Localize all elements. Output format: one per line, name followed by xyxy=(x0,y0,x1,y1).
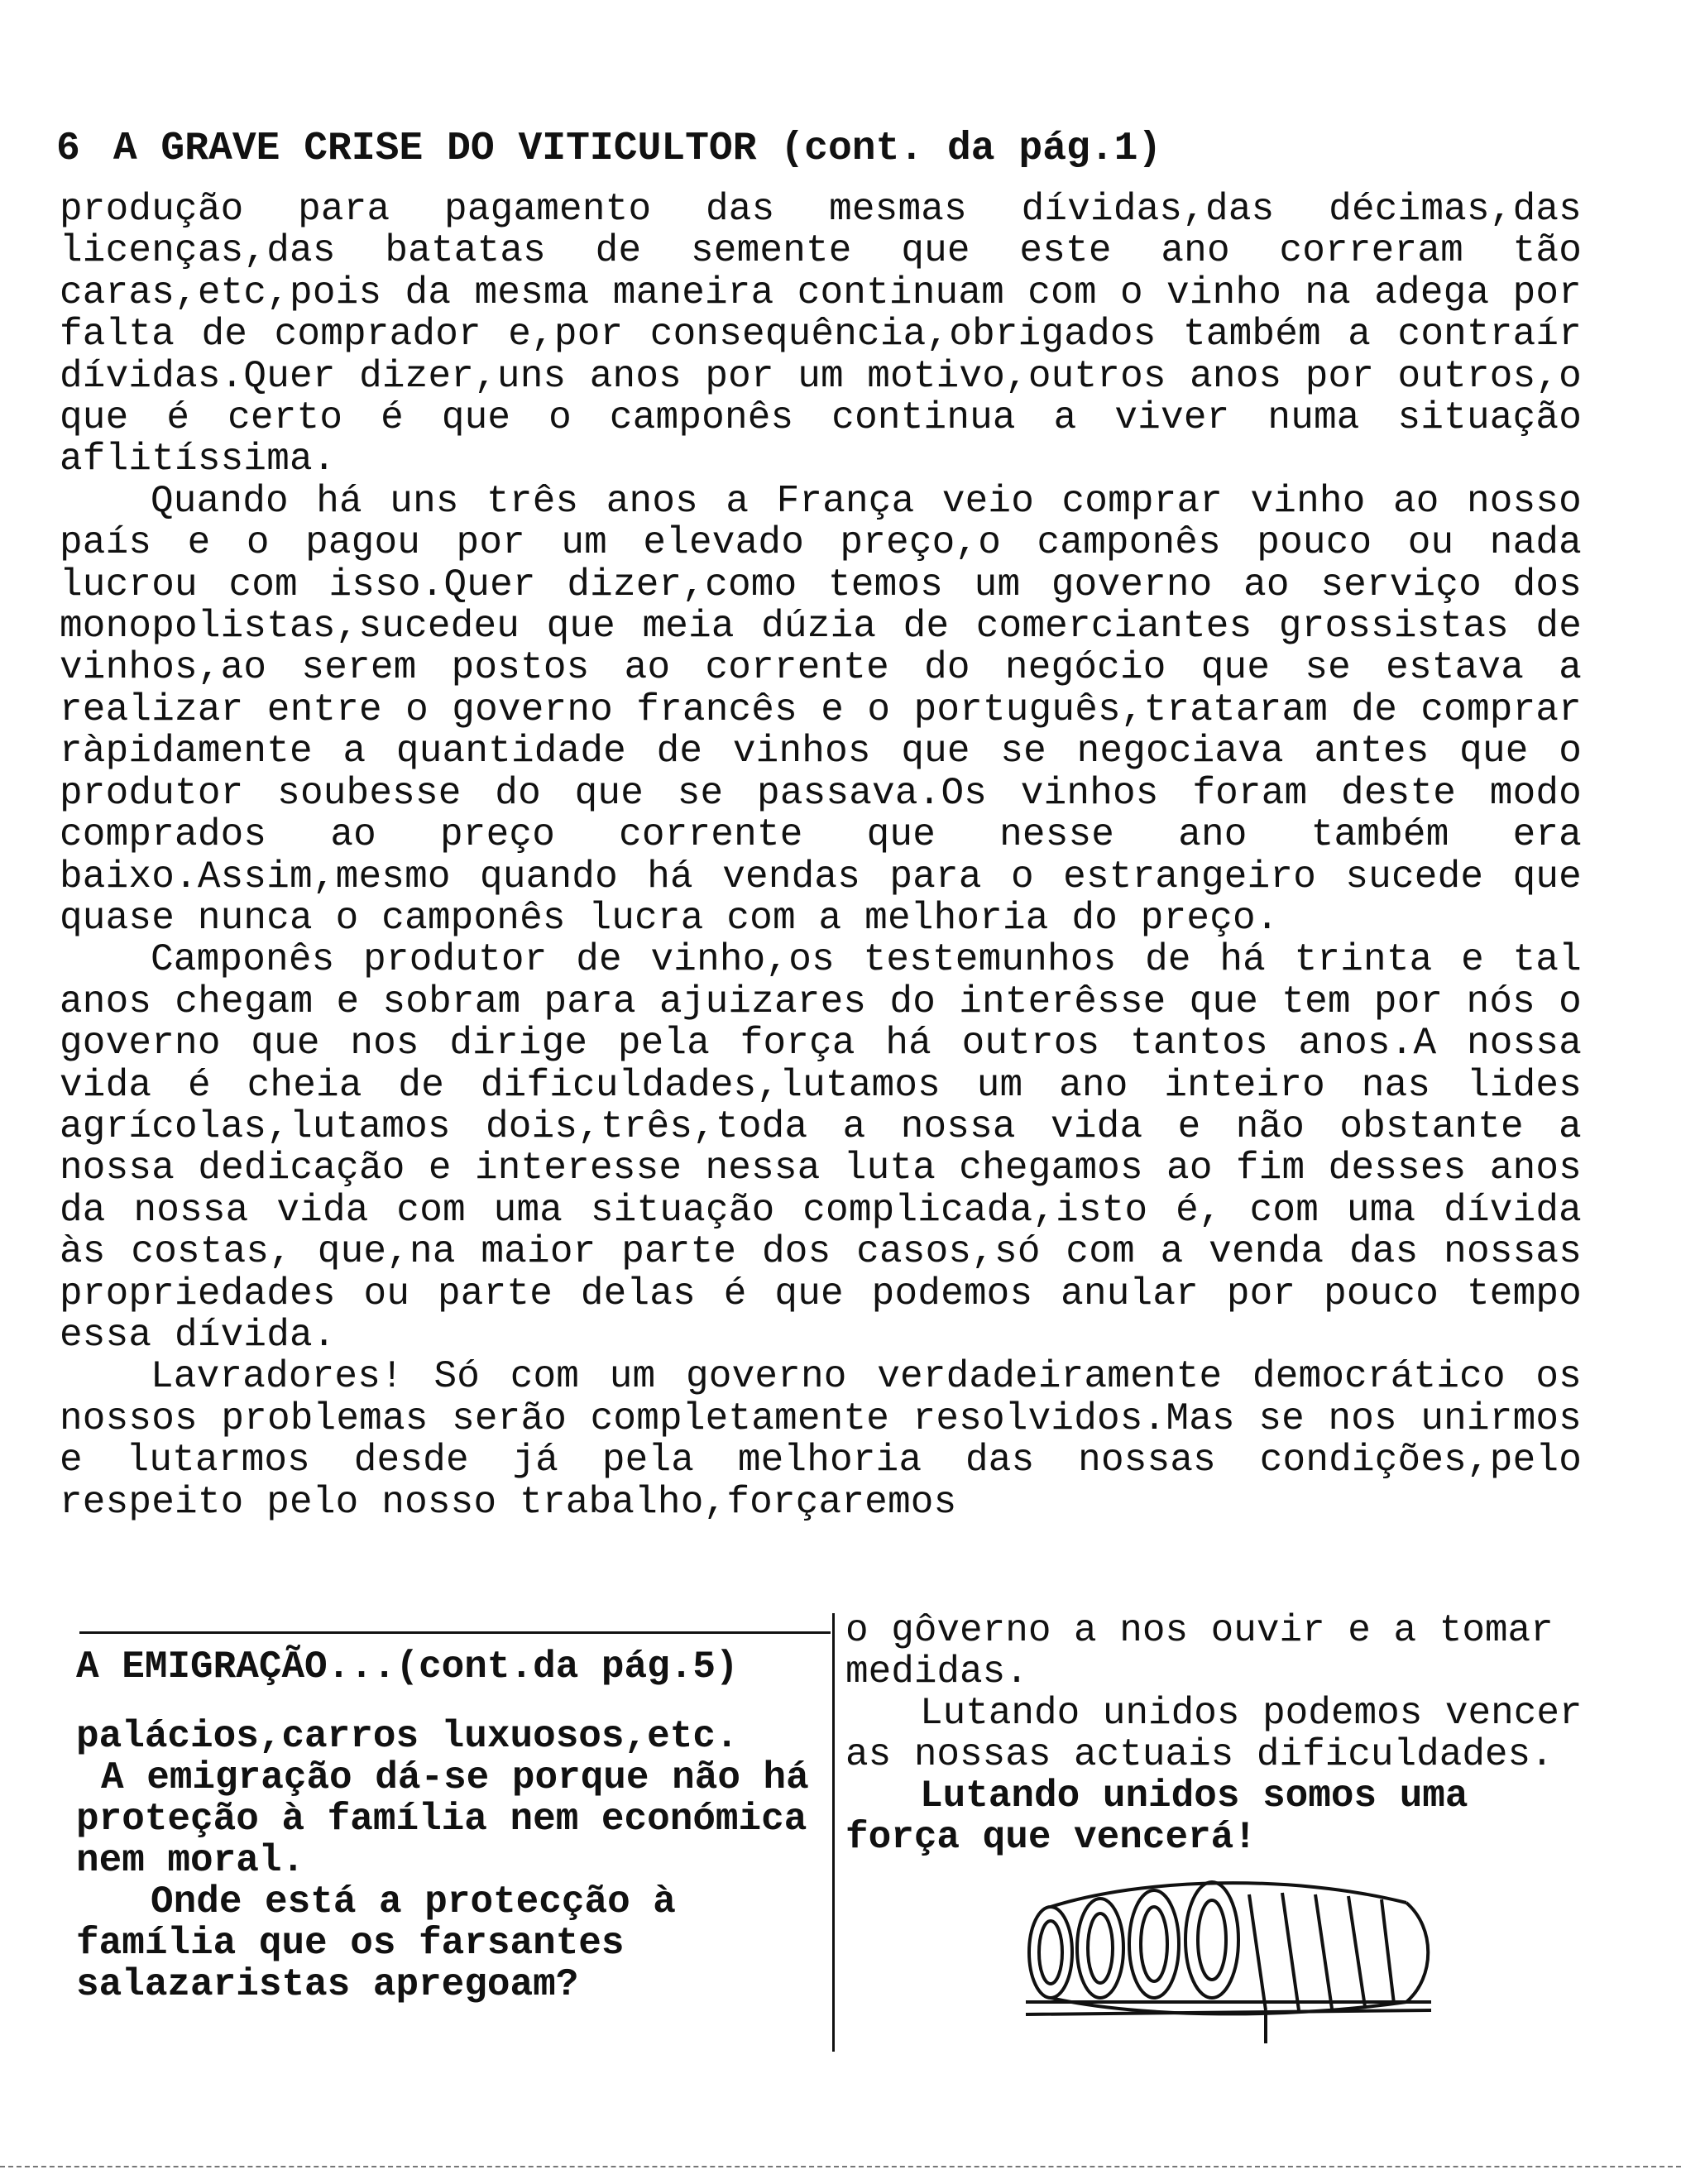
emigration-section xyxy=(76,1646,821,2005)
article-paragraph: Quando há uns três anos a França veio comprar vinho ao nosso país e o pagou por um elevado preço,o camponês pouco ou nada lucrou com isso.Quer dizer,como temos um governo ao serviço dos monopolistas,sucedeu que meia dúzia de comerciantes grossistas de vinhos,ao serem postos ao corrente do negócio que se estava a realizar entre o governo francês e o português,trataram de comprar ràpidamente a quantidade de vinhos que se negociava antes que o produtor soubesse do que se passava.Os vinhos foram deste modo comprados ao preço corrente que nesse ano também era baixo.Assim,mesmo quando há vendas para o estrangeiro sucede que quase nunca o camponês lucra com a melhoria do preço. xyxy=(60,479,1582,940)
page-bottom-border xyxy=(0,2166,1681,2167)
article-body xyxy=(60,189,1582,1523)
section-divider xyxy=(79,1631,831,1634)
page-header xyxy=(56,124,1628,174)
article-continuation-paragraph: Lutando unidos podemos vencer as nossas actuais dificuldades. xyxy=(845,1692,1583,1776)
emigration-paragraph: palácios,carros luxuosos,etc. xyxy=(76,1715,739,1758)
column-divider xyxy=(832,1613,835,2052)
emigration-paragraph: A emigração dá-se porque não há proteção à família nem económica nem moral. xyxy=(76,1756,809,1882)
article-continuation xyxy=(845,1610,1590,1858)
article-paragraph: produção para pagamento das mesmas dívidas,das décimas,das licenças,das batatas de semente que este ano correram tão caras,etc,pois da mesma maneira continuam com o vinho na adega por falta de comprador e,por consequência,obrigados também a contraír dívidas.Quer dizer,uns anos por um motivo,outros anos por outros,o que é certo é que o camponês continua a viver numa situação aflitíssima. xyxy=(60,188,1582,481)
article-continuation-paragraph: o gôverno a nos ouvir e a tomar medidas. xyxy=(845,1609,1554,1693)
article-paragraph: Camponês produtor de vinho,os testemunhos de há trinta e tal anos chegam e sobram para ajuizares do interêsse que tem por nós o governo que nos dirige pela força há outros tantos anos.A nossa vida é cheia de dificuldades,lutamos um ano inteiro nas lides agrícolas,lutamos dois,três,toda a nossa vida e não obstante a nossa dedicação e interesse nessa luta chegamos ao fim desses anos da nossa vida com uma situação complicada,isto é, com uma dívida às costas, que,na maior parte dos casos,só com a venda das nossas propriedades ou parte delas é que podemos anular por pouco tempo essa dívida. xyxy=(60,938,1582,1357)
page-number: 6 xyxy=(56,127,80,171)
article-slogan: Lutando unidos somos uma força que vencerá! xyxy=(845,1774,1468,1859)
article-paragraph: Lavradores! Só com um governo verdadeiramente democrático os nossos problemas serão completamente resolvidos.Mas se nos unirmos e lutarmos desde já pela melhoria das nossas condições,pelo respeito pelo nosso trabalho,forçaremos xyxy=(60,1355,1582,1524)
wine-barrels-icon xyxy=(1018,1878,1448,2043)
article-title: A GRAVE CRISE DO VITICULTOR (cont. da pág.1) xyxy=(113,127,1162,171)
emigration-title: A EMIGRAÇÃO...(cont.da pág.5) xyxy=(76,1645,739,1688)
emigration-paragraph: Onde está a protecção à família que os farsantes salazaristas apregoam? xyxy=(76,1880,676,2006)
